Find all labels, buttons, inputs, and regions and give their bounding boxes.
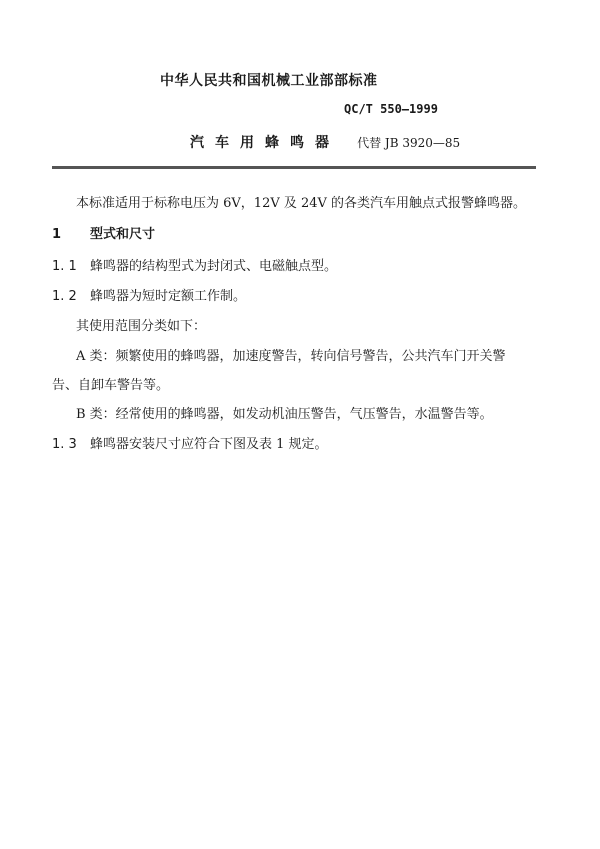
usage-intro: 其使用范围分类如下： — [76, 319, 207, 334]
clause-1-1 — [52, 255, 337, 274]
replaces-note: 代替 JB 3920—85 — [357, 136, 461, 150]
document-title: 汽车用蜂鸣器 — [190, 135, 340, 151]
clause-text: 蜂鸣器的结构型式为封闭式、电磁触点型。 — [90, 259, 338, 274]
section-1-heading — [52, 223, 155, 242]
class-b-paragraph: B 类：经常使用的蜂鸣器，如发动机油压警告，气压警告，水温警告等。 — [76, 407, 493, 422]
class-a-line-2: 告、自卸车警告等。 — [52, 378, 170, 393]
standard-number: QC/T 550—1999 — [344, 102, 438, 116]
section-title: 型式和尺寸 — [90, 227, 156, 242]
title-row — [190, 132, 460, 152]
clause-number: 1. 3 — [52, 437, 77, 452]
issuer-heading: 中华人民共和国机械工业部部标准 — [160, 73, 378, 89]
section-number: 1 — [52, 227, 62, 242]
intro-paragraph: 本标准适用于标称电压为 6V，12V 及 24V 的各类汽车用触点式报警蜂鸣器。 — [76, 196, 527, 211]
clause-number: 1. 2 — [52, 289, 77, 304]
clause-text: 蜂鸣器为短时定额工作制。 — [90, 289, 247, 304]
clause-number: 1. 1 — [52, 259, 77, 274]
class-a-line-1: A 类：频繁使用的蜂鸣器，加速度警告，转向信号警告，公共汽车门开关警 — [76, 349, 506, 364]
clause-text: 蜂鸣器安装尺寸应符合下图及表 1 规定。 — [90, 437, 328, 452]
clause-1-2 — [52, 285, 246, 304]
clause-1-3 — [52, 433, 328, 452]
header-divider — [52, 166, 536, 169]
